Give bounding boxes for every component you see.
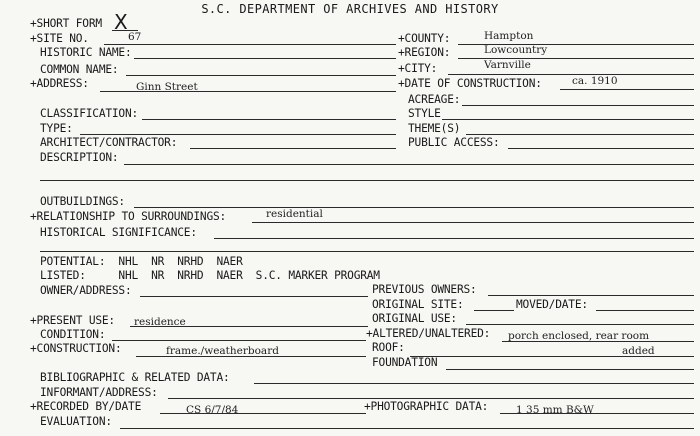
original-site-line[interactable]: [474, 310, 514, 311]
date-construction-value: ca. 1910: [572, 75, 618, 87]
condition-line[interactable]: [112, 340, 366, 341]
previous-owners-line[interactable]: [488, 295, 694, 296]
themes-label: THEME(S): [408, 122, 461, 135]
potential-label: POTENTIAL: NHL NR NRHD NAER: [40, 255, 243, 268]
historic-name-line[interactable]: [134, 58, 396, 59]
region-value: Lowcountry: [484, 44, 548, 56]
short-form-label: +SHORT FORM: [30, 17, 102, 30]
altered-label: +ALTERED/UNALTERED:: [366, 327, 491, 340]
architect-line[interactable]: [190, 148, 396, 149]
common-name-label: COMMON NAME:: [40, 63, 119, 76]
architect-label: ARCHITECT/CONTRACTOR:: [40, 136, 178, 149]
evaluation-label: EVALUATION:: [40, 415, 112, 428]
site-no-value: 67: [128, 31, 142, 43]
previous-owners-label: PREVIOUS OWNERS:: [372, 283, 477, 296]
city-line[interactable]: [448, 74, 694, 75]
significance-line[interactable]: [214, 238, 694, 239]
bibliographic-line[interactable]: [254, 383, 694, 384]
owner-address-line[interactable]: [140, 296, 368, 297]
relationship-line[interactable]: [252, 222, 694, 223]
city-value: Varnville: [484, 59, 531, 71]
informant-label: INFORMANT/ADDRESS:: [40, 386, 158, 399]
region-label: +REGION:: [398, 46, 451, 59]
condition-label: CONDITION:: [40, 328, 106, 341]
relationship-value: residential: [266, 208, 323, 220]
owner-address-label: OWNER/ADDRESS:: [40, 284, 132, 297]
recorded-by-value: CS 6/7/84: [186, 404, 239, 416]
present-use-label: +PRESENT USE:: [30, 314, 115, 327]
altered-value-continued: added: [622, 345, 655, 357]
common-name-line[interactable]: [126, 75, 396, 76]
acreage-line[interactable]: [462, 105, 694, 106]
evaluation-line[interactable]: [120, 428, 694, 429]
classification-line[interactable]: [142, 119, 396, 120]
significance-line-2[interactable]: [40, 251, 694, 252]
historic-name-label: HISTORIC NAME:: [40, 46, 132, 59]
relationship-label: +RELATIONSHIP TO SURROUNDINGS:: [30, 210, 227, 223]
photographic-value: 1 35 mm B&W: [516, 404, 594, 416]
form-title: S.C. DEPARTMENT OF ARCHIVES AND HISTORY: [201, 2, 499, 16]
style-label: STYLE: [408, 107, 441, 120]
themes-line[interactable]: [466, 134, 694, 135]
address-label: +ADDRESS:: [30, 77, 89, 90]
original-use-line[interactable]: [466, 324, 694, 325]
outbuildings-line[interactable]: [134, 207, 694, 208]
classification-label: CLASSIFICATION:: [40, 107, 139, 120]
outbuildings-label: OUTBUILDINGS:: [40, 195, 125, 208]
foundation-line[interactable]: [446, 369, 694, 370]
moved-date-label: MOVED/DATE:: [516, 298, 588, 311]
moved-date-line[interactable]: [596, 310, 694, 311]
short-form-checkmark: X: [114, 10, 128, 34]
significance-label: HISTORICAL SIGNIFICANCE:: [40, 226, 197, 239]
roof-label: ROOF:: [372, 341, 405, 354]
address-value: Ginn Street: [136, 81, 198, 93]
photographic-label: +PHOTOGRAPHIC DATA:: [364, 400, 489, 413]
original-site-label: ORIGINAL SITE:: [372, 298, 464, 311]
acreage-label: ACREAGE:: [408, 93, 461, 106]
county-value: Hampton: [484, 30, 534, 42]
informant-line[interactable]: [168, 398, 694, 399]
county-label: +COUNTY:: [398, 32, 451, 45]
construction-label: +CONSTRUCTION:: [30, 342, 122, 355]
style-line[interactable]: [442, 119, 694, 120]
public-access-label: PUBLIC ACCESS:: [408, 136, 500, 149]
roof-line[interactable]: [410, 356, 694, 357]
public-access-line[interactable]: [508, 148, 694, 149]
altered-value: porch enclosed, rear room: [508, 330, 650, 342]
foundation-label: FOUNDATION: [372, 356, 438, 369]
site-no-line[interactable]: [104, 44, 396, 45]
recorded-by-label: +RECORDED BY/DATE: [30, 400, 142, 413]
listed-label: LISTED: NHL NR NRHD NAER S.C. MARKER PROGRAM: [40, 269, 380, 282]
original-use-label: ORIGINAL USE:: [372, 312, 457, 325]
date-construction-line[interactable]: [560, 89, 694, 90]
description-label: DESCRIPTION:: [40, 151, 119, 164]
site-no-label: +SITE NO.: [30, 32, 89, 45]
type-label: TYPE:: [40, 122, 73, 135]
city-label: +CITY:: [398, 62, 438, 75]
type-line[interactable]: [80, 134, 396, 135]
description-line-1[interactable]: [124, 164, 694, 165]
construction-value: frame./weatherboard: [166, 345, 279, 357]
present-use-value: residence: [134, 316, 186, 328]
description-line-2[interactable]: [40, 180, 694, 181]
bibliographic-label: BIBLIOGRAPHIC & RELATED DATA:: [40, 371, 230, 384]
date-construction-label: +DATE OF CONSTRUCTION:: [398, 77, 542, 90]
